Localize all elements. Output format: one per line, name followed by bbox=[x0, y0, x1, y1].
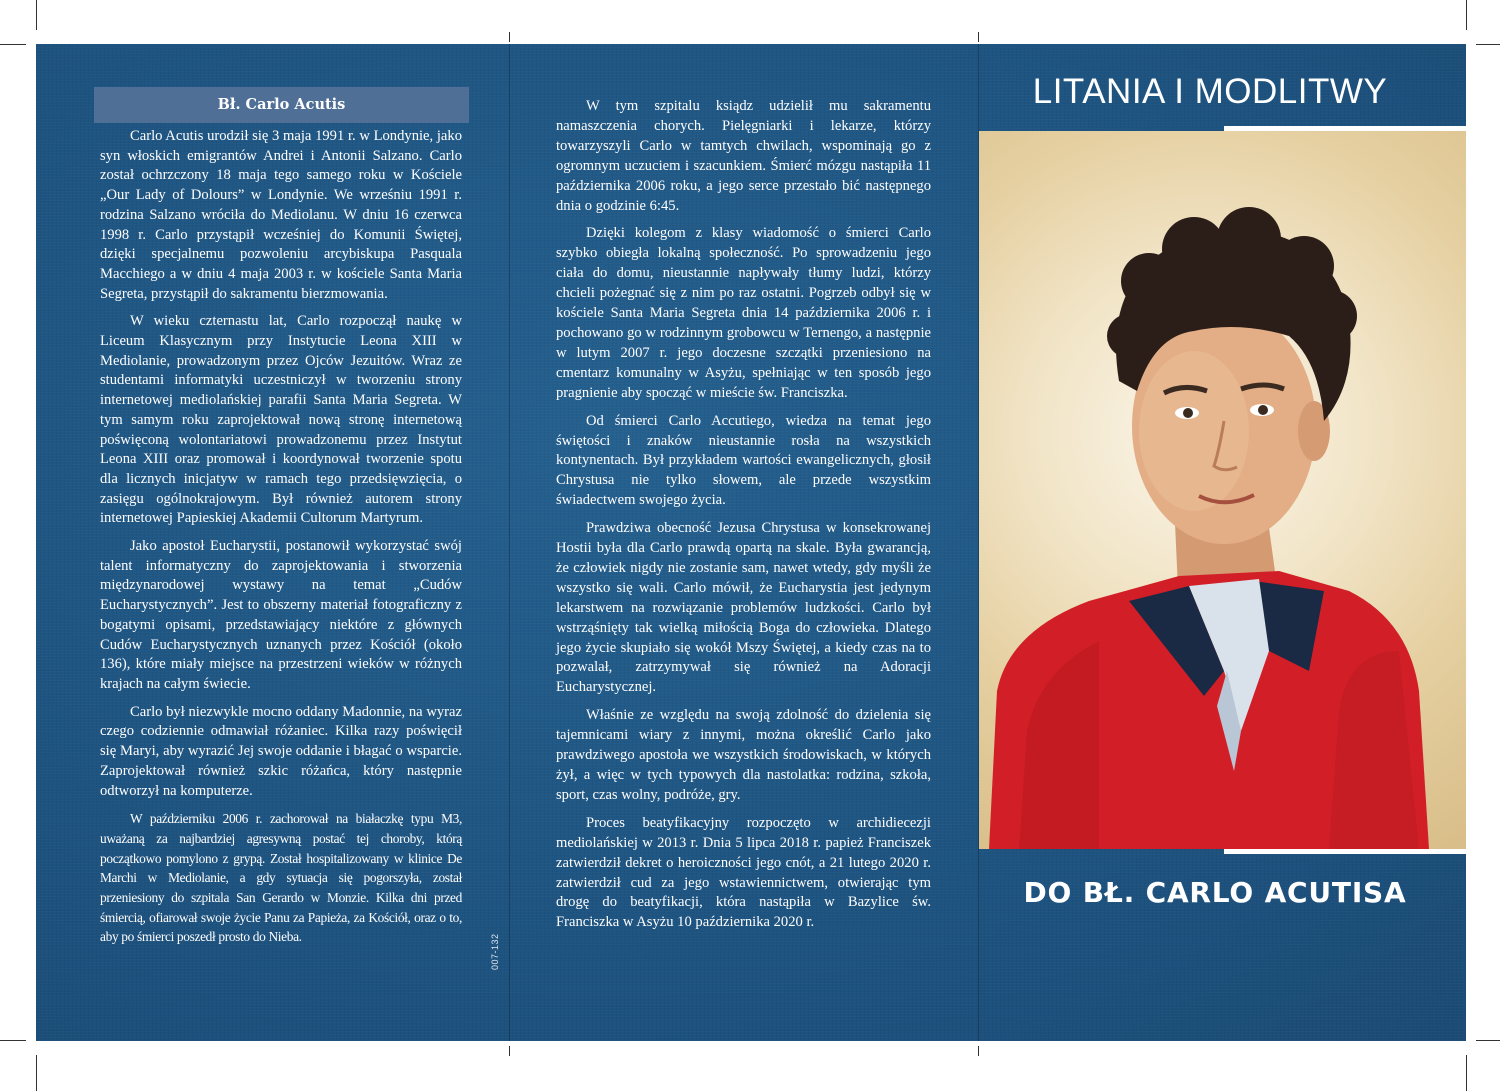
paragraph: Od śmierci Carlo Accutiego, wiedza na temat jego świętości i znaków nieustannie rosła na wszystkich kontynentach. Był przykładem wartości ewangelicznych, głosił Chrystusa nie tylko słowem, ale przede wszystkim świadectwem swojego życia. bbox=[556, 412, 931, 509]
paragraph: Prawdziwa obecność Jezusa Chrystusa w konsekrowanej Hostii była dla Carlo prawdą opartą na skale. Była gwarancją, że człowiek nigdy nie zostanie sam, nawet wtedy, gdy myśli że wszystko się wali. Carlo mówił, że Eucharystia jest jedynym lekarstwem na rozwiązanie problemów ludzkości. Carlo był wstrząśnięty tak wielką miłością Boga do człowieka. Dlatego jego życie skupiało się wokół Mszy Świętej, a kiedy czas na to pozwalał, zatrzymywał się również na Adoracji Eucharystycznej. bbox=[556, 520, 931, 696]
paragraph: Proces beatyfikacyjny rozpoczęto w archidiecezji mediolańskiej w 2013 r. Dnia 5 lipca 2018 r. papież Franciszek zatwierdził dekret o heroiczności jego cnót, a 21 lutego 2020 r. zatwierdził cud za jego wstawiennictwem, otwierając tym drogę do beatyfikacji, która nastąpiła w Bazylice św. Franciszka w Asyżu 10 października 2020 r. bbox=[556, 814, 931, 931]
cover-subtitle: DO BŁ. CARLO ACUTISA bbox=[1023, 876, 1407, 909]
crop-mark bbox=[36, 0, 37, 30]
crop-mark bbox=[0, 44, 26, 45]
crop-mark bbox=[0, 1040, 26, 1041]
cover-title: LITANIA I MODLITWY bbox=[1032, 72, 1388, 111]
crop-mark bbox=[1466, 0, 1467, 30]
left-text-column bbox=[100, 127, 462, 955]
portrait-illustration bbox=[979, 131, 1466, 849]
crop-mark bbox=[978, 32, 979, 42]
middle-text-column bbox=[556, 97, 931, 941]
section-heading: Bł. Carlo Acutis bbox=[94, 87, 469, 123]
divider-rule bbox=[1224, 849, 1466, 854]
crop-mark bbox=[509, 1046, 510, 1056]
paragraph: W tym szpitalu ksiądz udzielił mu sakramentu namaszczenia chorych. Pielęgniarki i lekarze, którzy towarzyszyli Carlo w tamtych chwilach, wspominają go z ogromnym uczuciem i szacunkiem. Śmierć mózgu nastąpiła 11 października 2006 roku, a jego serce przestało bić następnego dnia o godzinie 6:45. bbox=[556, 98, 931, 214]
fold-line-left bbox=[509, 44, 510, 1041]
paragraph: Jako apostoł Eucharystii, postanowił wykorzystać swój talent informatyczny do zaprojektowania i stworzenia międzynarodowej wystawy na temat „Cudów Eucharystycznych”. Jest to obszerny materiał fotograficzny z bogatymi opisami, przedstawiający niektóre z głównych Cudów Eucharystycznych uznanych przez Kościół (około 136), które miały miejsce na przestrzeni wieków w różnych krajach na całym świecie. bbox=[100, 538, 462, 692]
crop-mark bbox=[1476, 1040, 1500, 1041]
crop-mark bbox=[1466, 1055, 1467, 1091]
paragraph: W wieku czternastu lat, Carlo rozpoczął naukę w Liceum Klasycznym przy Instytucie Leona XIII w Mediolanie, prowadzonym przez Ojców Jezuitów. Wraz ze studentami informatyki uczestniczył w tworzeniu strony internetowej mediolańskiej parafii Santa Maria Segreta. W tym samym roku zaprojektował nową stronę internetową poświęconą wolontariatowi prowadzonemu przez Instytut Leona XIII oraz promował i koordynował tworzenie spotu dla licznych inicjatyw w ramach tego przedsięwzięcia, o zasięgu ogólnokrajowym. Był również autorem strony internetowej Papieskiej Akademii Cultorum Martyrum. bbox=[100, 313, 462, 527]
crop-mark bbox=[509, 32, 510, 42]
paragraph: Dzięki kolegom z klasy wiadomość o śmierci Carlo szybko obiegła lokalną społeczność. Po sprowadzeniu jego ciała do domu, nieustannie napływały tłumy ludzi, którzy chcieli pożegnać się z nim po raz ostatni. Pogrzeb odbył się w kościele Santa Maria Segreta dnia 14 października 2006 r. i pochowano go w rodzinnym grobowcu w Ternengo, a następnie w lutym 2007 r. jego doczesne szczątki przeniesiono na cmentarz komunalny w Asyżu, spełniając w ten sposób jego pragnienie aby spocząć w mieście św. Franciszka. bbox=[556, 225, 931, 401]
crop-mark bbox=[978, 1046, 979, 1056]
print-code: 007-132 bbox=[490, 933, 500, 970]
paragraph: W październiku 2006 r. zachorował na białaczkę typu M3, uważaną za najbardziej agresywną postać tej choroby, którą początkowo pomylono z grypą. Został hospitalizowany w klinice De Marchi w Mediolanie, a gdy sytuacja się pogorszyła, został przeniesiony do szpitala San Gerardo w Monzie. Kilka dni przed śmiercią, ofiarował swoje życie Panu za Papieża, za Kościół, oraz o to, aby po śmierci poszedł prosto do Nieba. bbox=[100, 811, 462, 945]
crop-mark bbox=[36, 1055, 37, 1091]
paragraph: Carlo był niezwykle mocno oddany Madonnie, na wyraz czego codziennie odmawiał różaniec. Kilka razy poświęcił się Maryi, aby wyrazić Jej swoje oddanie i błagać o wsparcie. Zaprojektował również szkic różańca, który następnie odtworzył na komputerze. bbox=[100, 703, 462, 799]
crop-mark bbox=[1476, 44, 1500, 45]
paragraph: Właśnie ze względu na swoją zdolność do dzielenia się tajemnicami wiary z innymi, można określić Carlo jako prawdziwego apostoła we wszystkich środowiskach, w których żył, a więc w tych typowych dla nastolatka: rodzina, szkoła, sport, czas wolny, podróże, gry. bbox=[556, 707, 931, 803]
portrait-photo bbox=[979, 131, 1466, 849]
paragraph: Carlo Acutis urodził się 3 maja 1991 r. w Londynie, jako syn włoskich emigrantów Andrei i Antonii Salzano. Carlo został ochrzczony 18 maja tego samego roku w Kościele „Our Lady of Dolours” w Londynie. We wrześniu 1991 r. rodzina Salzano wróciła do Mediolanu. W dniu 16 czerwca 1998 r. Carlo przystąpił wcześniej do Komunii Świętej, dzięki specjalnemu pozwoleniu arcybiskupa Pasquala Macchiego a w dniu 4 maja 2003 r. w kościele Santa Maria Segreta, przystąpił do sakramentu bierzmowania. bbox=[100, 128, 462, 302]
